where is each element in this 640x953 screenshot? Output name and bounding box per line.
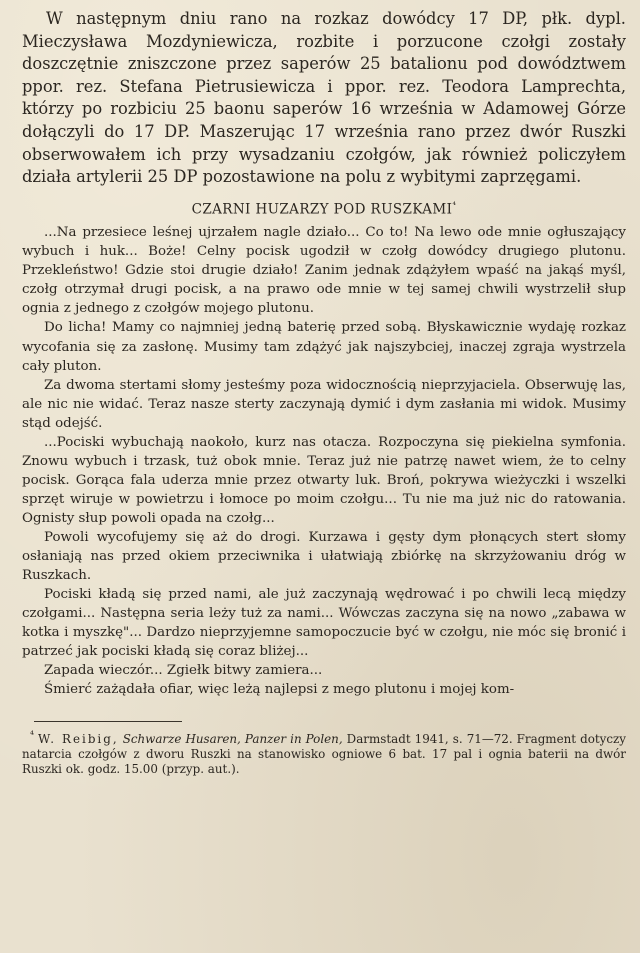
section-heading-text: CZARNI HUZARZY POD RUSZKAMI (191, 201, 453, 218)
body-paragraph: ...Pociski wybuchają naokoło, kurz nas otacza. Rozpoczyna się piekielna symfonia. Znowu wybuch i trzask, tuż obok mnie. Teraz już nie patrzę nawet wiem, że to celny pocisk. Gorąca fala uderza mnie przez otwarty luk. Broń, pokrywa wieżyczki i wszelki sprzęt wiruje w powietrzu i łomoce po moim czołgu... Tu nie ma już nic do ratowania. Ognisty słup powoli opada na czołg... (22, 434, 626, 526)
body-paragraph: Śmierć zażądała ofiar, więc leżą najlepsi z mego plutonu i mojej kom- (44, 682, 515, 698)
intro-section (22, 8, 626, 189)
body-paragraph: Powoli wycofujemy się aż do drogi. Kurzawa i gęsty dym płonących stert słomy osłaniają nas przed okiem przeciwnika i ułatwiają zbiórkę na skrzyżowaniu dróg w Ruszkach. (22, 530, 626, 584)
footnote-title: Schwarze Husaren, Panzer in Polen, (122, 732, 343, 747)
body-paragraph: Pociski kładą się przed nami, ale już zaczynają wędrować i po chwili lecą między czołgami... Następna seria leży tuż za nami... Wówczas zaczyna się na nowo „zabawa w kotka i myszkę"... Dardzo nieprzyjemne samopoczucie być w czołgu, nie móc się bronić i patrzeć jak pociski kładą się coraz bliżej... (22, 587, 626, 660)
body-text (22, 223, 626, 699)
footnote-text: Darmstadt 1941, s. 71—72. Fragment dotyczy natarcia czołgów z dworu Ruszki na stanowisko ogniowe 6 bat. 17 pal i ognia baterii na dwór Ruszki ok. godz. 15.00 (przyp. aut.). (22, 732, 627, 777)
footnote-marker: ⁴ (30, 730, 34, 742)
section-footnote-marker: ⁴ (452, 200, 457, 211)
footnote-divider (34, 721, 182, 722)
footnote (22, 728, 626, 777)
footnote-paragraph (22, 728, 626, 777)
body-paragraph: Zapada wieczór... Zgiełk bitwy zamiera... (44, 663, 323, 679)
section-heading (22, 201, 626, 218)
footnote-author: W. Reibig, (38, 732, 119, 747)
intro-paragraph: W następnym dniu rano na rozkaz dowódcy 17 DP, płk. dypl. Mieczysława Mozdyniewicza, rozbite i porzucone czołgi zostały doszczętnie zniszczone przez saperów 25 batalionu pod dowództwem ppor. rez. Stefana Pietrusiewicza i ppor. rez. Teodora Lamprechta, którzy po rozbiciu 25 baonu saperów 16 września w Adamowej Górze dołączyli do 17 DP. Maszerując 17 września rano przez dwór Ruszki obserwowałem ich przy wysadzaniu czołgów, jak również policzyłem działa artylerii 25 DP pozostawione na polu z wybitymi zaprzęgami. (22, 9, 626, 187)
body-paragraph: ...Na przesiece leśnej ujrzałem nagle działo... Co to! Na lewo ode mnie ogłuszający wybuch i huk... Boże! Celny pocisk ugodził w czołg dowódcy drugiego plutonu. Przekleństwo! Gdzie stoi drugie działo! Zanim jednak zdążyłem wpaść na jakąś myśl, czołg otrzymał drugi pocisk, a na prawo ode mnie w tej samej chwili wystrzelił słup ognia z jednego z czołgów mojego plutonu. (22, 225, 626, 317)
body-paragraph: Do licha! Mamy co najmniej jedną baterię przed sobą. Błyskawicznie wydaję rozkaz wycofania się za zasłonę. Musimy tam zdążyć jak najszybciej, inaczej zgraja wystrzela cały pluton. (22, 320, 626, 374)
body-paragraph: Za dwoma stertami słomy jesteśmy poza widocznością nieprzyjaciela. Obserwuję las, ale nic nie widać. Teraz nasze sterty zaczynają dymić i dym zasłania mi widok. Musimy stąd odejść. (22, 377, 626, 431)
